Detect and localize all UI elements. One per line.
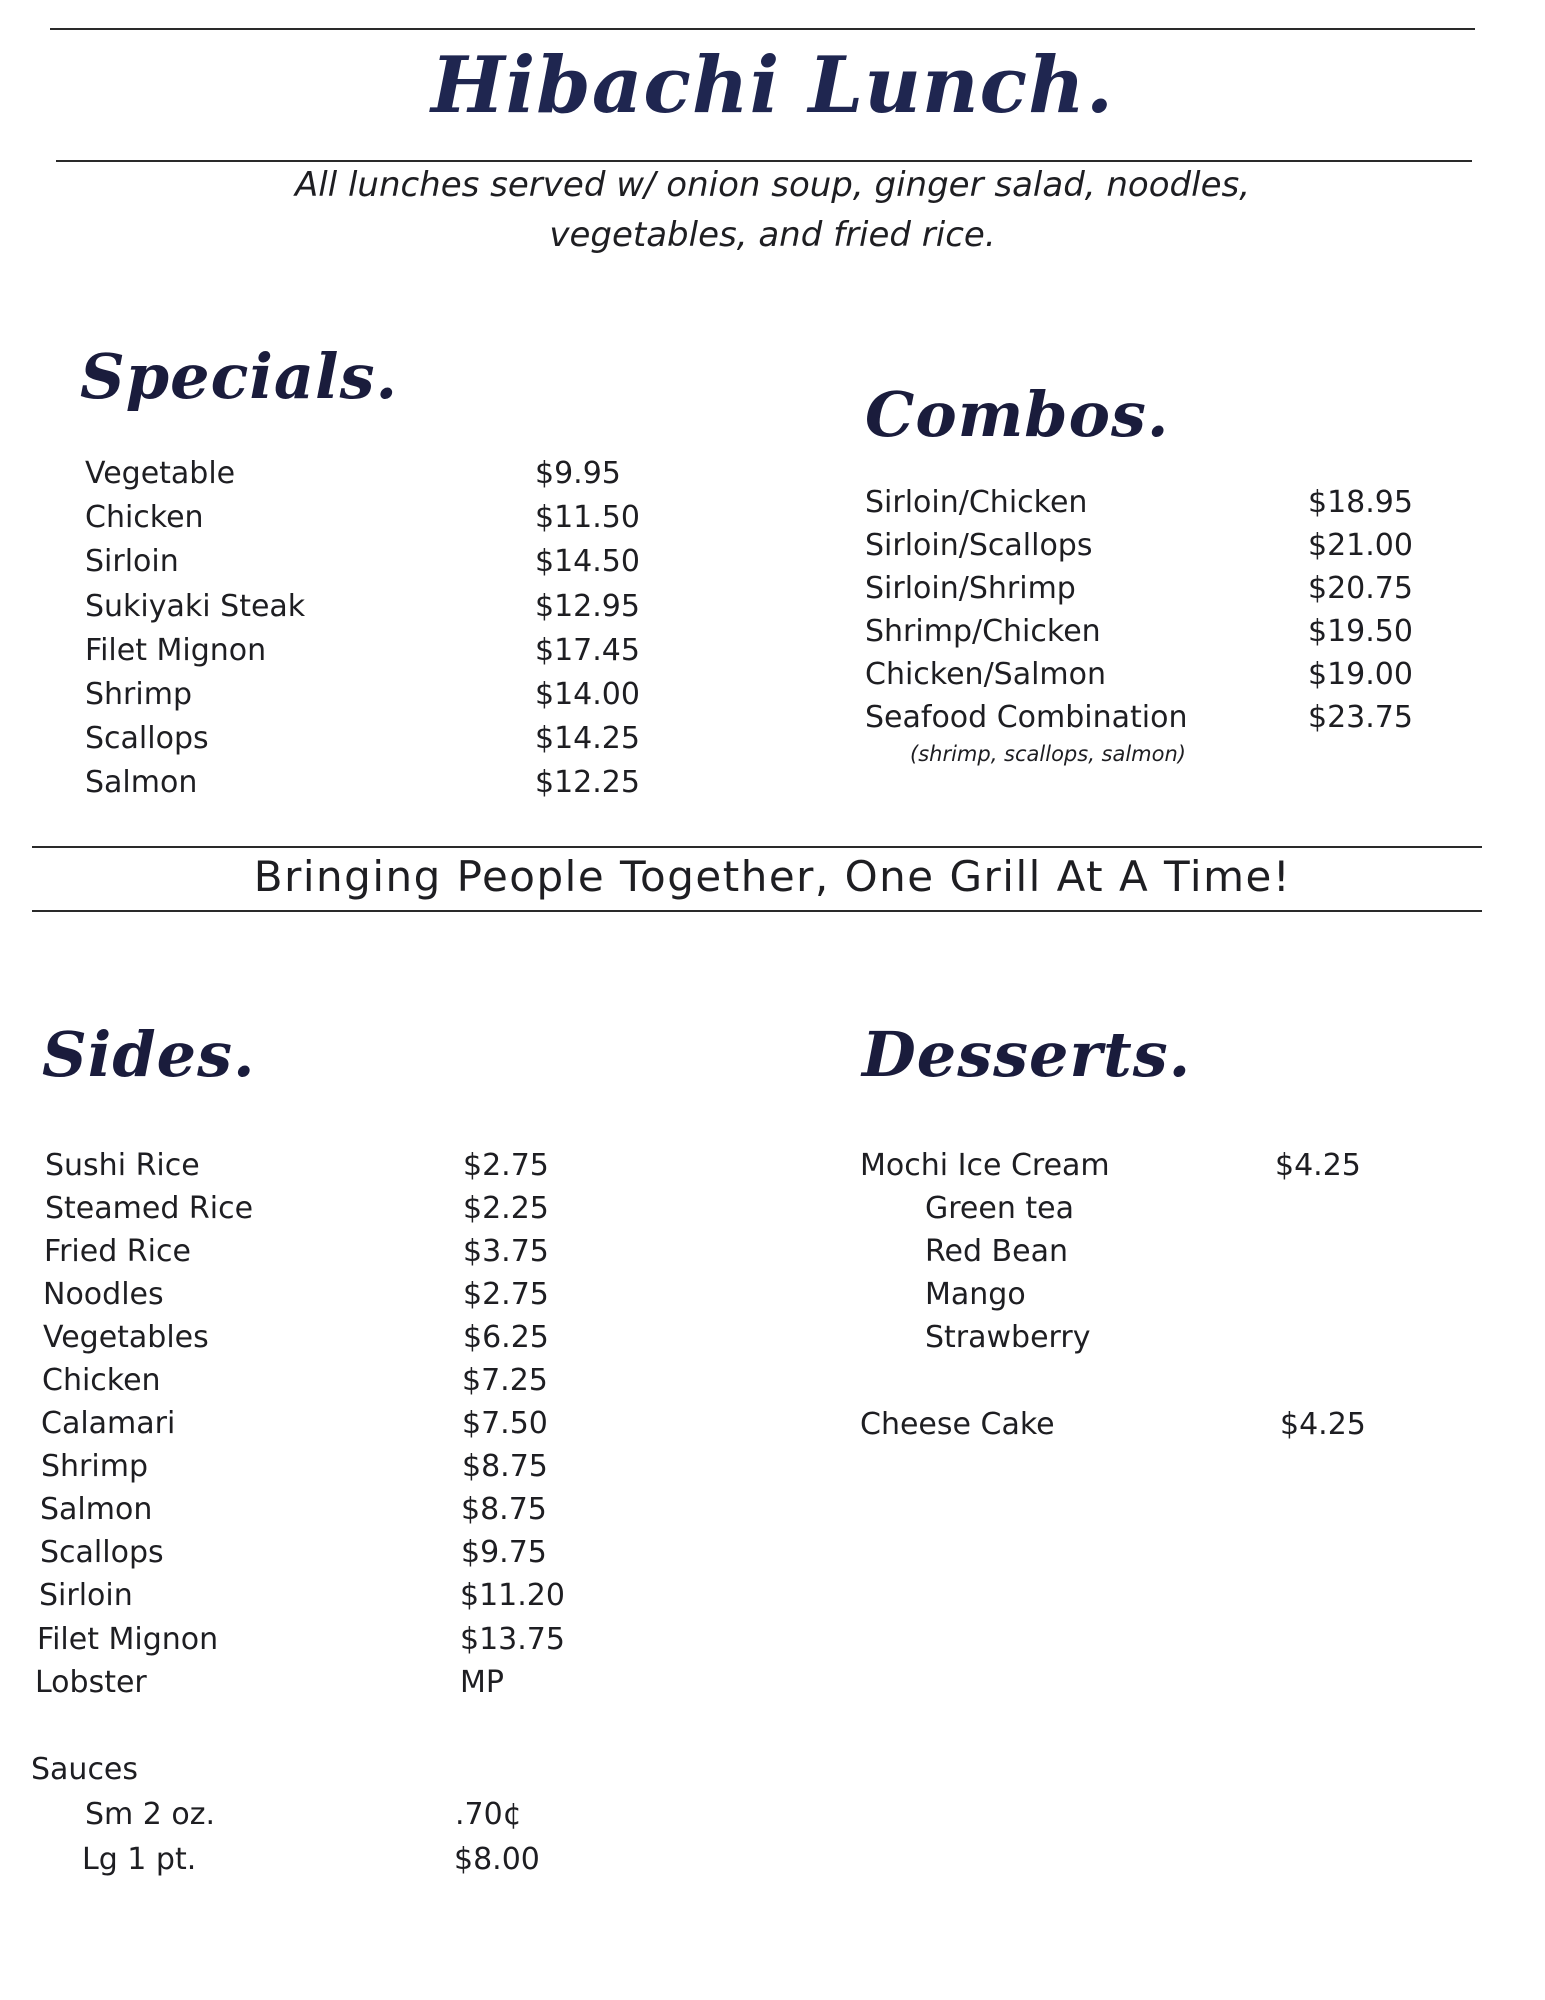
item-price: $14.25 bbox=[535, 721, 640, 756]
item-price: $4.25 bbox=[1280, 1407, 1366, 1442]
item-name: Calamari bbox=[41, 1406, 176, 1441]
subtitle-line-2: vegetables, and fried rice. bbox=[549, 215, 996, 255]
combo-note: (shrimp, scallops, salmon) bbox=[910, 742, 1186, 766]
item-price: $12.25 bbox=[535, 765, 640, 800]
sides-heading: Sides. bbox=[42, 1018, 256, 1091]
item-price: $13.75 bbox=[460, 1622, 565, 1657]
item-price: $3.75 bbox=[463, 1234, 549, 1269]
sauces-label-text: Sauces bbox=[31, 1752, 139, 1787]
item-price: $21.00 bbox=[1308, 528, 1413, 563]
item-price: $2.75 bbox=[463, 1277, 549, 1312]
item-name: Scallops bbox=[85, 721, 209, 756]
item-name: Vegetables bbox=[43, 1320, 209, 1355]
item-price: $9.75 bbox=[461, 1535, 547, 1570]
item-name: Scallops bbox=[40, 1535, 164, 1570]
tagline-bottom-rule bbox=[32, 910, 1482, 912]
item-name: Fried Rice bbox=[44, 1234, 191, 1269]
item-price: $14.50 bbox=[535, 544, 640, 579]
item-name: Sirloin bbox=[85, 544, 179, 579]
item-name: Sirloin/Scallops bbox=[865, 528, 1093, 563]
item-name: Vegetable bbox=[85, 456, 236, 491]
flavor-name: Strawberry bbox=[925, 1320, 1091, 1355]
item-price: .70¢ bbox=[455, 1797, 522, 1832]
item-name: Filet Mignon bbox=[37, 1622, 219, 1657]
item-price: $7.25 bbox=[462, 1363, 548, 1398]
item-price: $9.95 bbox=[535, 456, 621, 491]
flavor-name: Red Bean bbox=[925, 1234, 1068, 1269]
item-name: Chicken/Salmon bbox=[865, 657, 1107, 692]
item-name: Noodles bbox=[43, 1277, 164, 1312]
item-name: Sirloin/Chicken bbox=[865, 485, 1088, 520]
item-name: Lobster bbox=[35, 1665, 147, 1700]
item-name: Chicken bbox=[42, 1363, 161, 1398]
item-name: Sukiyaki Steak bbox=[85, 589, 306, 624]
item-price: $17.45 bbox=[535, 633, 640, 668]
item-price: $8.75 bbox=[461, 1492, 547, 1527]
item-name: Mochi Ice Cream bbox=[860, 1148, 1110, 1183]
subtitle-line-1: All lunches served w/ onion soup, ginger salad, noodles, bbox=[294, 165, 1251, 205]
item-name: Salmon bbox=[40, 1492, 153, 1527]
item-name: Sirloin/Shrimp bbox=[865, 571, 1076, 606]
item-name: Shrimp/Chicken bbox=[865, 614, 1101, 649]
item-name: Shrimp bbox=[85, 677, 192, 712]
item-price: $19.50 bbox=[1308, 614, 1413, 649]
item-name: Chicken bbox=[85, 500, 204, 535]
item-price: $11.50 bbox=[535, 500, 640, 535]
item-name: Cheese Cake bbox=[860, 1407, 1055, 1442]
item-price: $8.00 bbox=[454, 1842, 540, 1877]
item-name: Filet Mignon bbox=[85, 633, 267, 668]
item-name: Sushi Rice bbox=[45, 1148, 200, 1183]
item-price: $18.95 bbox=[1308, 485, 1413, 520]
item-price: MP bbox=[460, 1665, 504, 1700]
item-price: $7.50 bbox=[462, 1406, 548, 1441]
item-name: Sm 2 oz. bbox=[85, 1797, 216, 1832]
item-price: $19.00 bbox=[1308, 657, 1413, 692]
item-name: Seafood Combination bbox=[865, 700, 1188, 735]
tagline: Bringing People Together, One Grill At A Time! bbox=[253, 852, 1292, 901]
item-name: Lg 1 pt. bbox=[82, 1842, 197, 1877]
flavor-name: Green tea bbox=[925, 1191, 1074, 1226]
item-price: $8.75 bbox=[462, 1449, 548, 1484]
item-price: $2.25 bbox=[463, 1191, 549, 1226]
item-name: Sirloin bbox=[39, 1578, 133, 1613]
item-name: Shrimp bbox=[41, 1449, 148, 1484]
item-price: $12.95 bbox=[535, 589, 640, 624]
item-name: Salmon bbox=[85, 765, 198, 800]
item-price: $4.25 bbox=[1275, 1148, 1361, 1183]
item-price: $2.75 bbox=[463, 1148, 549, 1183]
desserts-heading: Desserts. bbox=[862, 1018, 1192, 1091]
menu-title: Hibachi Lunch. bbox=[430, 40, 1115, 131]
item-name: Steamed Rice bbox=[45, 1191, 254, 1226]
specials-heading: Specials. bbox=[80, 340, 399, 413]
item-price: $6.25 bbox=[463, 1320, 549, 1355]
tagline-top-rule bbox=[32, 846, 1482, 848]
item-price: $14.00 bbox=[535, 677, 640, 712]
item-price: $20.75 bbox=[1308, 571, 1413, 606]
combos-heading: Combos. bbox=[865, 378, 1170, 451]
flavor-name: Mango bbox=[925, 1277, 1026, 1312]
item-price: $23.75 bbox=[1308, 700, 1413, 735]
item-price: $11.20 bbox=[460, 1578, 565, 1613]
top-rule bbox=[50, 28, 1475, 30]
menu-subtitle bbox=[0, 160, 1545, 260]
